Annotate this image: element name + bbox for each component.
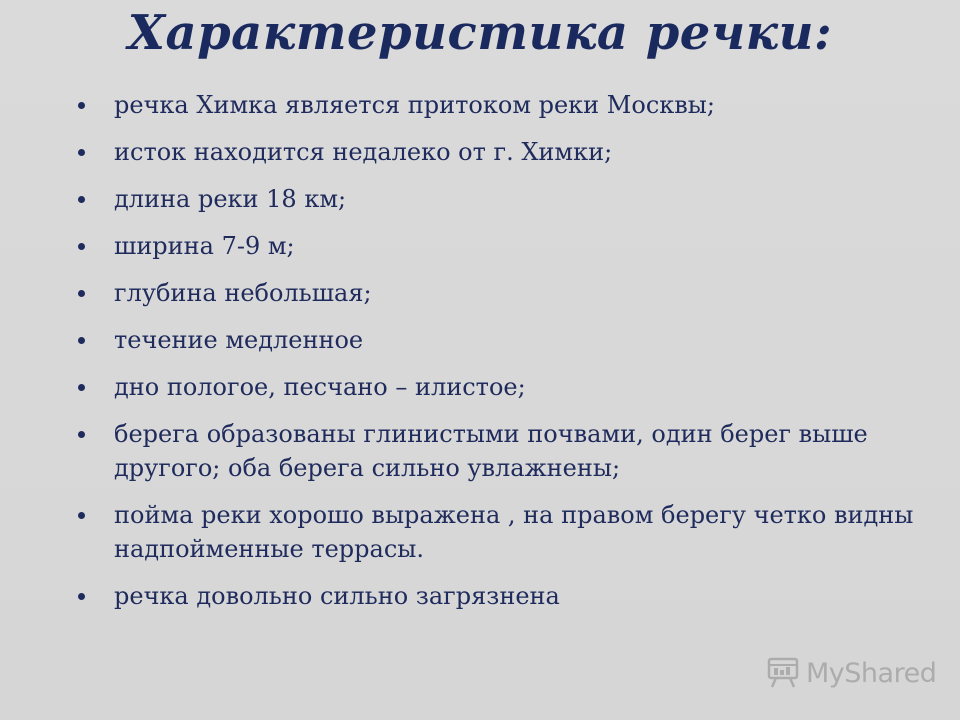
bullet-item	[78, 135, 928, 169]
bullet-item	[78, 182, 928, 216]
bullet-item	[78, 88, 928, 122]
bullet-item	[78, 579, 928, 613]
bullet-item	[78, 323, 928, 357]
bullet-dot-icon	[78, 384, 85, 391]
bullet-text: ширина 7-9 м;	[114, 232, 295, 260]
bullet-dot-icon	[78, 243, 85, 250]
watermark-logo	[766, 655, 936, 691]
bullet-text: течение медленное	[114, 326, 364, 354]
bullet-item	[78, 229, 928, 263]
bullet-dot-icon	[78, 290, 85, 297]
bullet-item	[78, 370, 928, 404]
bullet-dot-icon	[78, 431, 85, 438]
bullet-item	[78, 417, 928, 485]
bullet-item	[78, 498, 928, 566]
bullet-dot-icon	[78, 593, 85, 600]
bullet-text: глубина небольшая;	[114, 279, 372, 307]
bullet-text: речка Химка является притоком реки Москвы;	[114, 91, 715, 119]
bullet-dot-icon	[78, 196, 85, 203]
slide-title: Характеристика речки:	[127, 5, 833, 61]
bullet-dot-icon	[78, 149, 85, 156]
bullet-dot-icon	[78, 337, 85, 344]
bullet-text: длина реки 18 км;	[114, 185, 347, 213]
bullet-dot-icon	[78, 102, 85, 109]
bullet-dot-icon	[78, 512, 85, 519]
bullet-item	[78, 276, 928, 310]
bullet-list	[78, 88, 928, 626]
watermark-text: MyShared	[806, 657, 937, 689]
bullet-text: речка довольно сильно загрязнена	[114, 582, 560, 610]
bullet-text: берега образованы глинистыми почвами, один берег выше другого; оба берега сильно увлажнены;	[114, 420, 868, 482]
bullet-text: исток находится недалеко от г. Химки;	[114, 138, 613, 166]
bullet-text: пойма реки хорошо выражена , на правом берегу четко видны надпойменные террасы.	[114, 501, 914, 563]
presentation-board-icon	[766, 656, 802, 690]
bullet-text: дно пологое, песчано – илистое;	[114, 373, 526, 401]
